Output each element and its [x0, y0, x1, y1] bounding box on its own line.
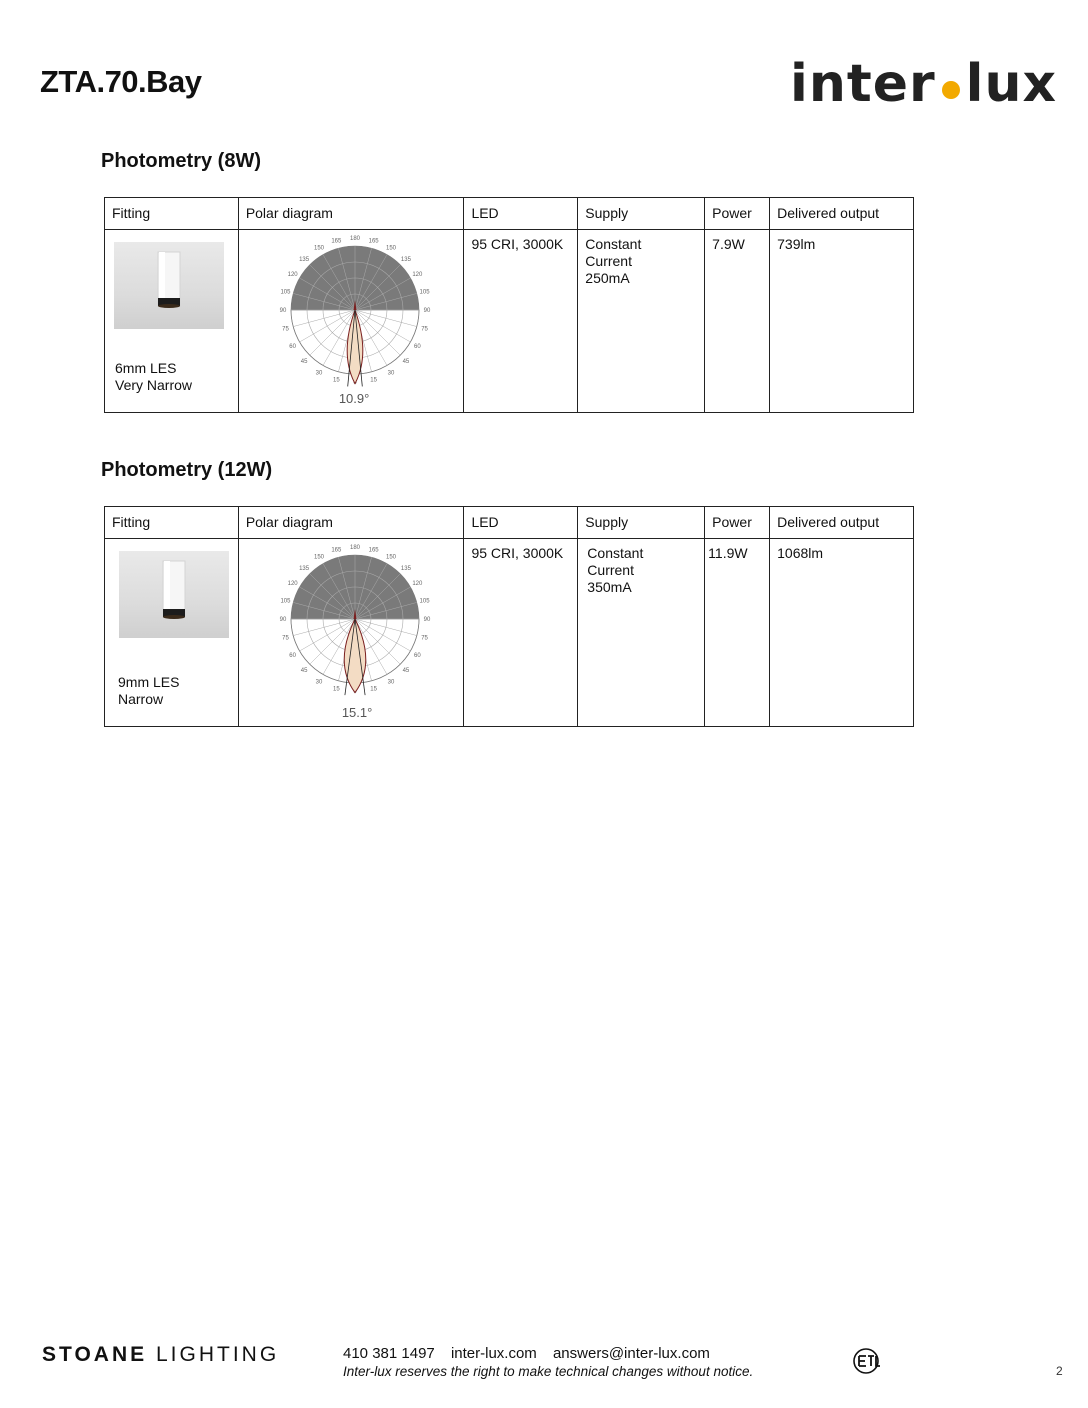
polar-angle-label: 135 — [400, 566, 411, 573]
output-cell: 1068lm — [770, 539, 914, 727]
polar-angle-label: 15 — [332, 686, 340, 693]
polar-angle-label: 150 — [385, 554, 396, 561]
brand-name-light: LIGHTING — [155, 1343, 280, 1366]
column-header-led: LED — [464, 507, 578, 539]
column-header-supply: Supply — [578, 507, 705, 539]
polar-angle-label: 105 — [280, 289, 291, 296]
polar-angle-label: 90 — [423, 308, 431, 314]
polar-angle-label: 60 — [413, 653, 421, 659]
polar-angle-label: 165 — [331, 238, 342, 245]
polar-diagram — [275, 232, 435, 397]
polar-angle-label: 15 — [370, 686, 377, 693]
column-header-fitting: Fitting — [105, 507, 239, 539]
polar-angle-label: 120 — [287, 272, 298, 278]
polar-angle-label: 90 — [279, 308, 287, 314]
polar-angle-label: 90 — [423, 617, 431, 623]
fitting-image — [119, 551, 229, 638]
polar-angle-label: 30 — [387, 370, 395, 377]
section-heading-12w: Photometry (12W) — [101, 459, 273, 481]
fitting-les: 6mm LES — [115, 360, 177, 376]
polar-angle-label: 105 — [280, 598, 291, 605]
polar-angle-label: 60 — [413, 344, 421, 350]
logo-text-left: inter — [790, 54, 936, 114]
fitting-image — [114, 242, 224, 329]
power-cell: 7.9W — [705, 230, 770, 413]
footer-contact — [343, 1345, 722, 1362]
output-cell: 739lm — [770, 230, 914, 413]
polar-angle-label: 15 — [370, 377, 377, 384]
etl-certification-icon — [848, 1347, 886, 1382]
beam-angle-label: 10.9° — [338, 391, 370, 406]
led-cell: 95 CRI, 3000K — [464, 539, 578, 727]
photometry-table-12w — [104, 506, 914, 727]
website-link[interactable]: inter-lux.com — [450, 1345, 537, 1362]
polar-angle-label: 135 — [298, 257, 309, 264]
polar-diagram — [275, 541, 435, 706]
supply-line: 250mA — [585, 270, 630, 286]
polar-diagram-cell — [238, 539, 464, 727]
polar-angle-label: 165 — [368, 547, 379, 554]
column-header-led: LED — [464, 198, 578, 230]
table-row — [105, 230, 914, 413]
email-link[interactable]: answers@inter-lux.com — [552, 1345, 710, 1362]
column-header-output: Delivered output — [770, 198, 914, 230]
fitting-beam-type: Narrow — [118, 691, 164, 707]
phone-number: 410 381 1497 — [343, 1345, 435, 1362]
supply-cell — [578, 230, 705, 413]
polar-angle-label: 120 — [287, 581, 298, 587]
supply-line: 350mA — [587, 579, 632, 595]
photometry-table-8w — [104, 197, 914, 413]
column-header-fitting: Fitting — [105, 198, 239, 230]
polar-angle-label: 30 — [315, 370, 323, 377]
column-header-power: Power — [705, 507, 770, 539]
disclaimer-text: Inter-lux reserves the right to make technical changes without notice. — [343, 1364, 754, 1379]
polar-angle-label: 75 — [281, 635, 289, 642]
polar-angle-label: 75 — [281, 326, 289, 333]
column-header-output: Delivered output — [770, 507, 914, 539]
logo-dot-icon — [942, 81, 960, 99]
polar-angle-label: 45 — [300, 667, 308, 674]
document-title: ZTA.70.Bay — [40, 64, 202, 99]
table-header-row — [105, 507, 914, 539]
polar-angle-label: 180 — [349, 236, 360, 242]
polar-angle-label: 135 — [400, 257, 411, 264]
polar-angle-label: 150 — [313, 245, 324, 252]
polar-angle-label: 30 — [315, 679, 323, 686]
column-header-supply: Supply — [578, 198, 705, 230]
polar-angle-label: 120 — [412, 272, 423, 278]
polar-angle-label: 15 — [332, 377, 340, 384]
polar-angle-label: 135 — [298, 566, 309, 573]
polar-angle-label: 60 — [289, 653, 296, 659]
supply-line: Constant — [585, 236, 642, 252]
fitting-beam-type: Very Narrow — [115, 377, 193, 393]
table-header-row — [105, 198, 914, 230]
supply-line: Constant — [587, 545, 644, 561]
polar-angle-label: 165 — [331, 547, 342, 554]
polar-angle-label: 180 — [349, 545, 360, 551]
polar-angle-label: 105 — [419, 598, 430, 605]
polar-angle-label: 105 — [419, 289, 430, 296]
supply-line: Current — [585, 253, 632, 269]
column-header-power: Power — [705, 198, 770, 230]
beam-angle-label: 15.1° — [341, 705, 373, 720]
section-heading-8w: Photometry (8W) — [101, 150, 261, 172]
column-header-polar: Polar diagram — [238, 507, 464, 539]
stoane-lighting-brand — [42, 1343, 279, 1367]
column-header-polar: Polar diagram — [238, 198, 464, 230]
supply-line: Current — [587, 562, 634, 578]
polar-angle-label: 120 — [412, 581, 423, 587]
led-cell: 95 CRI, 3000K — [464, 230, 578, 413]
polar-diagram-cell — [238, 230, 464, 413]
polar-angle-label: 45 — [402, 667, 410, 674]
logo-text-right: lux — [965, 54, 1058, 114]
fitting-les: 9mm LES — [118, 674, 180, 690]
fitting-cell — [105, 230, 239, 413]
polar-angle-label: 90 — [279, 617, 287, 623]
polar-angle-label: 150 — [313, 554, 324, 561]
polar-angle-label: 45 — [402, 358, 410, 365]
polar-angle-label: 45 — [300, 358, 308, 365]
polar-angle-label: 60 — [289, 344, 296, 350]
table-row — [105, 539, 914, 727]
power-cell: 11.9W — [705, 539, 770, 727]
interlux-logo — [790, 56, 1057, 112]
polar-angle-label: 75 — [421, 326, 428, 333]
polar-angle-label: 75 — [421, 635, 428, 642]
page-number: 2 — [1056, 1364, 1063, 1378]
polar-angle-label: 150 — [385, 245, 396, 252]
polar-angle-label: 165 — [368, 238, 379, 245]
supply-cell — [578, 539, 705, 727]
brand-name-bold: STOANE — [42, 1343, 148, 1366]
polar-angle-label: 30 — [387, 679, 395, 686]
fitting-cell — [105, 539, 239, 727]
